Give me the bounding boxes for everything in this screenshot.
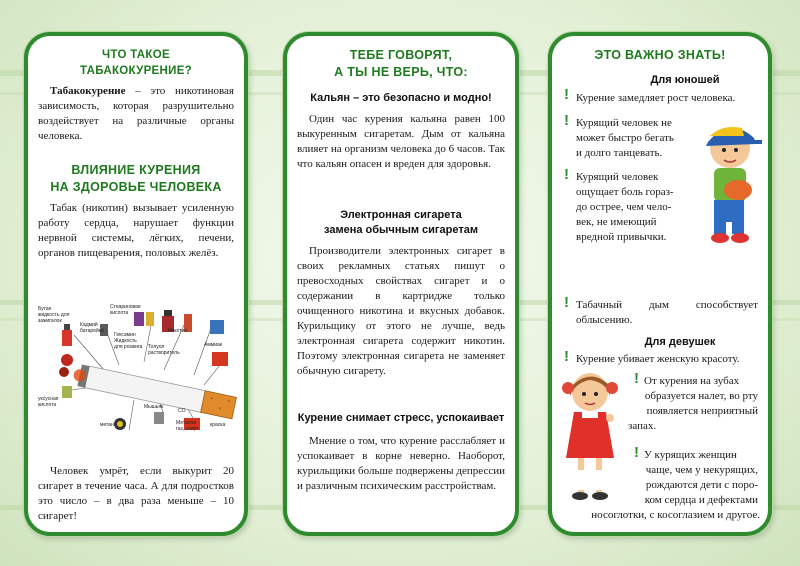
panel1-effects-paragraph: Табак (никотин) вызывает усиленную работу сердца, нарушает функции нервной системы, лёгких, печени, органов пищеварения, половых желёз. bbox=[38, 202, 234, 259]
line: чаще, чем у некурящих, bbox=[645, 464, 758, 476]
exclamation-icon: ! bbox=[634, 370, 639, 387]
line: образуется налет, во рту bbox=[644, 390, 758, 402]
panel1-final-paragraph: Человек умрёт, если выкурит 20 сигарет в течение часа. А для подростков это число – в два раза меньше – 10 сигарет! bbox=[38, 465, 234, 522]
line: У курящих женщин bbox=[644, 449, 737, 461]
panel1-subtitle-line2: НА ЗДОРОВЬЕ ЧЕЛОВЕКА bbox=[50, 180, 222, 194]
boys-fact-baldness: Табачный дым способствует облысению. bbox=[576, 299, 758, 326]
line: ощущает боль гораз- bbox=[576, 186, 674, 198]
boys-fact-growth: Курение замедляет рост человека. bbox=[576, 92, 736, 104]
exclamation-icon: ! bbox=[564, 86, 569, 103]
label-paint: краска bbox=[210, 422, 226, 428]
panel2-title-line1: ТЕБЕ ГОВОРЯТ, bbox=[349, 48, 453, 62]
myth-stress-text: Мнение о том, что курение расслабляет и успокаивает в корне неверно. Наоборот, курильщики больше подвержены депрессии и различным психическим расстройствам. bbox=[297, 435, 505, 492]
label-hexamine: Гексамин Жидкость для розжига bbox=[114, 332, 143, 350]
myth-ecig-text: Производители электронных сигарет в своих рекламных статьях пишут о превосходных свойствах сигарет и о содержании в картридже только очищенного никотина и вкусных добавок. Курильщику от этого не лучше, ведь электронная сигарета содержит никотин. Поэтому электронная сигарета не заменяет обычную сигарету. bbox=[297, 245, 505, 377]
myth-ecig-heading-line2: замена обычным сигаретам bbox=[324, 224, 478, 236]
label-cadmium: Кадмий батарейки bbox=[80, 322, 104, 334]
panel1-subtitle-line1: ВЛИЯНИЕ КУРЕНИЯ bbox=[71, 163, 201, 177]
label-toluene: Толуол растворитель bbox=[148, 344, 180, 356]
label-ammonia: Аммиак bbox=[204, 342, 222, 348]
line: ком сердца и дефектами bbox=[644, 494, 758, 506]
myth-stress-heading: Курение снимает стресс, успокаивает bbox=[297, 412, 505, 424]
boys-heading: Для юношей bbox=[650, 74, 720, 86]
label-co: CO bbox=[178, 408, 186, 414]
boys-fact-pain bbox=[576, 170, 694, 245]
line: век, не имеющий bbox=[576, 216, 657, 228]
panel-myths bbox=[283, 32, 519, 536]
line: запах. bbox=[628, 420, 657, 432]
exclamation-icon: ! bbox=[564, 294, 569, 311]
line: может быстро бегать bbox=[576, 132, 674, 144]
exclamation-icon: ! bbox=[564, 112, 569, 129]
girls-fact-teeth bbox=[628, 374, 758, 434]
label-butane: Бутан жидкость для зажигалок bbox=[38, 306, 70, 324]
label-arsenic: Мышьяк bbox=[144, 404, 164, 410]
line: Курящий человек не bbox=[576, 117, 672, 129]
line: появляется неприятный bbox=[646, 405, 758, 417]
exclamation-icon: ! bbox=[564, 348, 569, 365]
line: Курящий человек bbox=[576, 171, 659, 183]
myth-hookah-text: Один час курения кальяна равен 100 выкуренным сигаретам. Дым от кальяна влияет на организм человека до 6 часов. Так что кальян опасен и вреден для здоровья. bbox=[297, 113, 505, 170]
label-acetic-acid: уксусная кислота bbox=[38, 396, 59, 408]
line: От курения на зубах bbox=[644, 375, 740, 387]
boy-illustration bbox=[692, 114, 768, 244]
girls-fact-children bbox=[628, 448, 758, 508]
label-nicotine: Никотин bbox=[168, 328, 188, 334]
myth-hookah-heading: Кальян – это безопасно и модно! bbox=[310, 92, 492, 104]
panel2-title-line2: А ТЫ НЕ ВЕРЬ, ЧТО: bbox=[334, 65, 468, 79]
exclamation-icon: ! bbox=[634, 444, 639, 461]
panel-important-to-know bbox=[548, 32, 772, 536]
definition-term: Табакокурение bbox=[50, 85, 126, 97]
girls-fact-beauty: Курение убивает женскую красоту. bbox=[576, 353, 740, 365]
panel-what-is-smoking bbox=[24, 32, 248, 536]
boys-fact-running bbox=[576, 116, 696, 161]
line: вредной привычки. bbox=[576, 231, 667, 243]
label-methanol: Метанол газ, спирт bbox=[176, 420, 199, 432]
myth-ecig-heading-line1: Электронная сигарета bbox=[340, 209, 462, 221]
girl-illustration bbox=[556, 366, 626, 506]
panel1-title-line1: ЧТО ТАКОЕ bbox=[102, 49, 170, 61]
definition-text: – это никотиновая зависимость, которая разрушительно воздействует на различные органы человека. bbox=[38, 85, 234, 142]
panel1-title-line2: ТАБАКОКУРЕНИЕ? bbox=[80, 65, 192, 77]
line: рождаются дети с поро- bbox=[645, 479, 758, 491]
line: и долго танцевать. bbox=[576, 147, 663, 159]
girls-heading: Для девушек bbox=[644, 336, 716, 348]
line: до острее, чем чело- bbox=[576, 201, 672, 213]
exclamation-icon: ! bbox=[564, 166, 569, 183]
panel1-definition bbox=[38, 84, 234, 144]
girls-fact-children-last-line: носоглотки, с косоглазием и другое. bbox=[591, 509, 760, 521]
label-stearic-acid: Стеариновая кислота bbox=[110, 304, 141, 316]
panel3-title: ЭТО ВАЖНО ЗНАТЬ! bbox=[594, 48, 726, 62]
label-methane: метан bbox=[100, 422, 114, 428]
